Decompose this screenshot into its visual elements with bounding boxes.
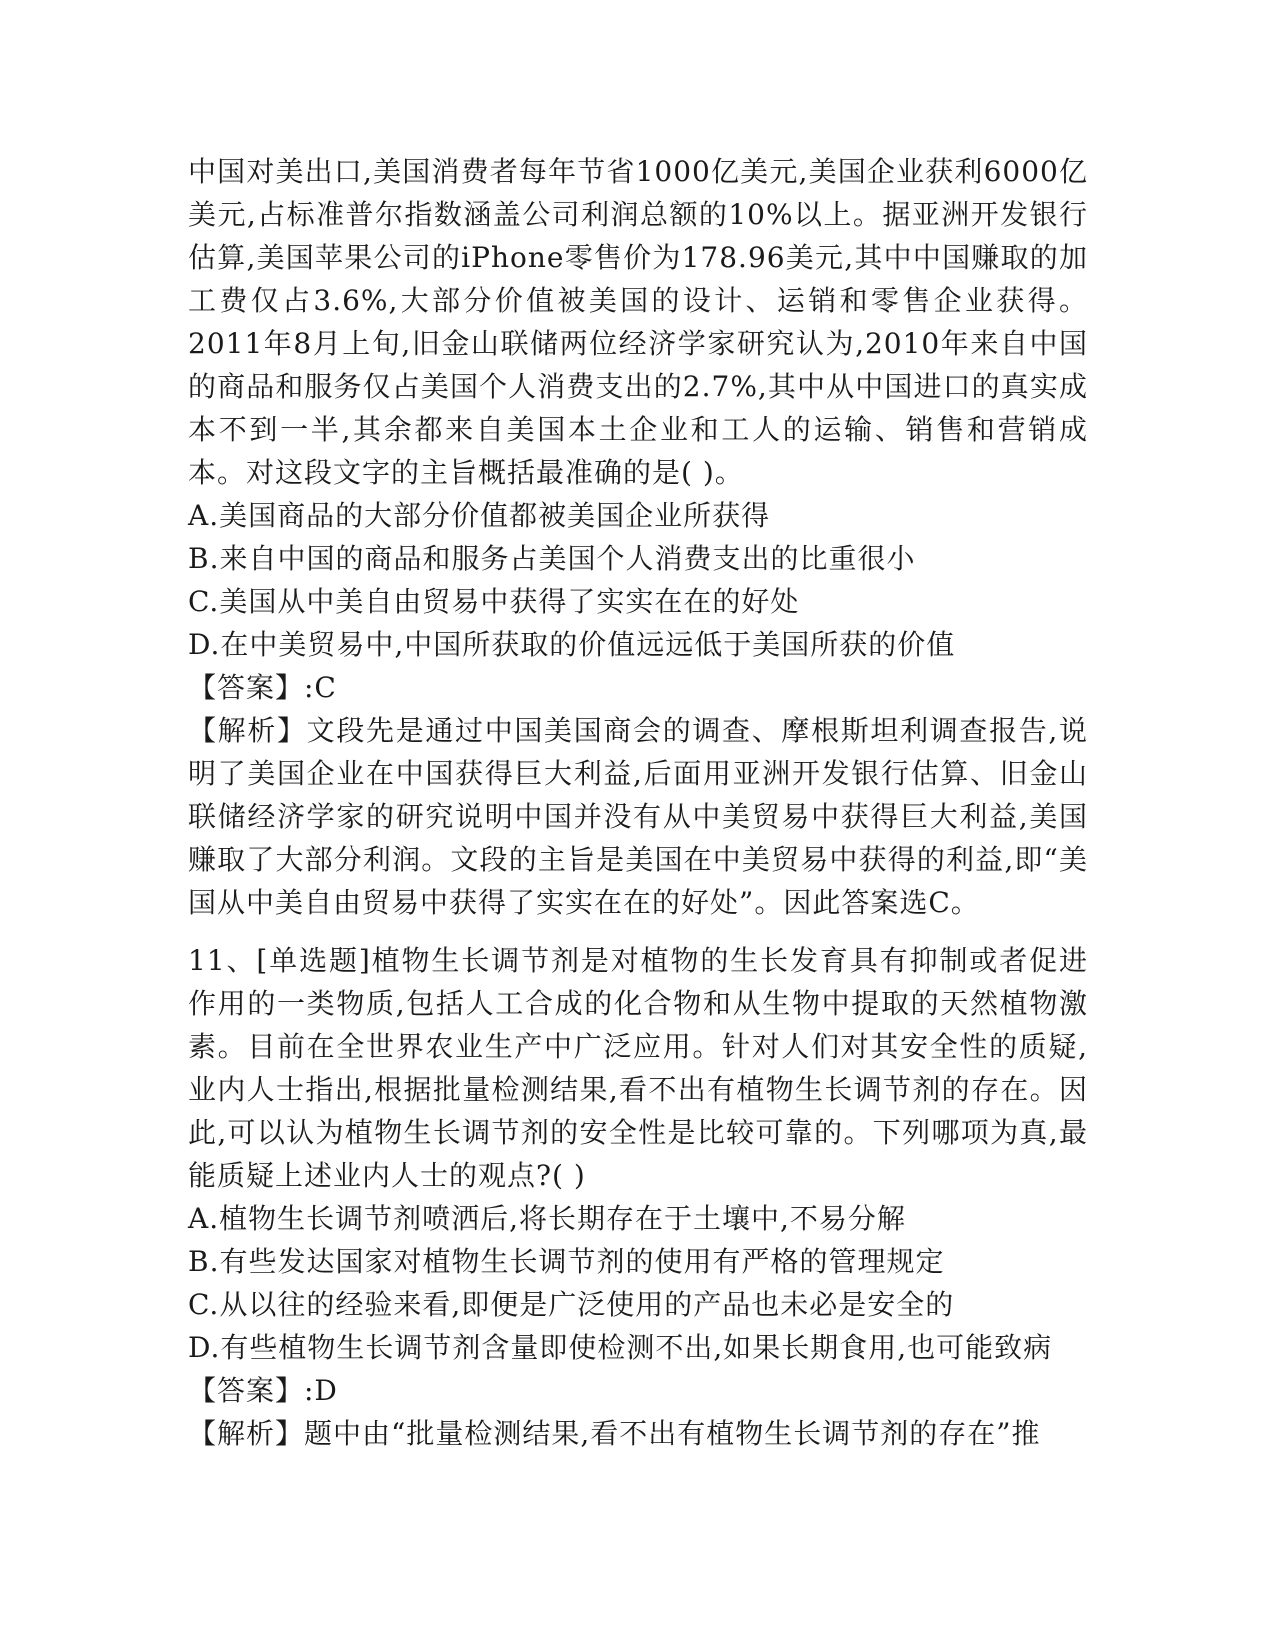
q11-option-c: C.从以往的经验来看,即便是广泛使用的产品也未必是安全的 bbox=[188, 1288, 955, 1321]
q10-answer: 【答案】:C bbox=[188, 671, 337, 704]
q11-stem: 11、[单选题]植物生长调节剂是对植物的生长发育具有抑制或者促进作用的一类物质,包括人工合成的化合物和从生物中提取的天然植物激素。目前在全世界农业生产中广泛应用。针对人们对其安全性的质疑,业内人士指出,根据批量检测结果,看不出有植物生长调节剂的存在。因此,可以认为植物生长调节剂的安全性是比较可靠的。下列哪项为真,最能质疑上述业内人士的观点?( ) bbox=[188, 944, 1088, 1192]
q11-analysis: 【解析】题中由“批量检测结果,看不出有植物生长调节剂的存在”推 bbox=[188, 1417, 1041, 1450]
document-body bbox=[188, 150, 1088, 1455]
q11-answer: 【答案】:D bbox=[188, 1374, 338, 1407]
q10-option-d: D.在中美贸易中,中国所获取的价值远远低于美国所获的价值 bbox=[188, 628, 956, 661]
question-separator bbox=[188, 924, 1088, 939]
q10-analysis: 【解析】文段先是通过中国美国商会的调查、摩根斯坦利调查报告,说明了美国企业在中国获得巨大利益,后面用亚洲开发银行估算、旧金山联储经济学家的研究说明中国并没有从中美贸易中获得巨大利益,美国赚取了大部分利润。文段的主旨是美国在中美贸易中获得的利益,即“美国从中美自由贸易中获得了实实在在的好处”。因此答案选C。 bbox=[188, 714, 1088, 919]
q10-stem: 中国对美出口,美国消费者每年节省1000亿美元,美国企业获利6000亿美元,占标准普尔指数涵盖公司利润总额的10%以上。据亚洲开发银行估算,美国苹果公司的iPhone零售价为178.96美元,其中中国赚取的加工费仅占3.6%,大部分价值被美国的设计、运销和零售企业获得。2011年8月上旬,旧金山联储两位经济学家研究认为,2010年来自中国的商品和服务仅占美国个人消费支出的2.7%,其中从中国进口的真实成本不到一半,其余都来自美国本土企业和工人的运输、销售和营销成本。对这段文字的主旨概括最准确的是( )。 bbox=[188, 155, 1088, 489]
q10-option-b: B.来自中国的商品和服务占美国个人消费支出的比重很小 bbox=[188, 542, 916, 575]
q11-option-b: B.有些发达国家对植物生长调节剂的使用有严格的管理规定 bbox=[188, 1245, 945, 1278]
q10-option-c: C.美国从中美自由贸易中获得了实实在在的好处 bbox=[188, 585, 800, 618]
q10-option-a: A.美国商品的大部分价值都被美国企业所获得 bbox=[188, 499, 771, 532]
q11-option-d: D.有些植物生长调节剂含量即使检测不出,如果长期食用,也可能致病 bbox=[188, 1331, 1053, 1364]
q11-option-a: A.植物生长调节剂喷洒后,将长期存在于土壤中,不易分解 bbox=[188, 1202, 906, 1235]
